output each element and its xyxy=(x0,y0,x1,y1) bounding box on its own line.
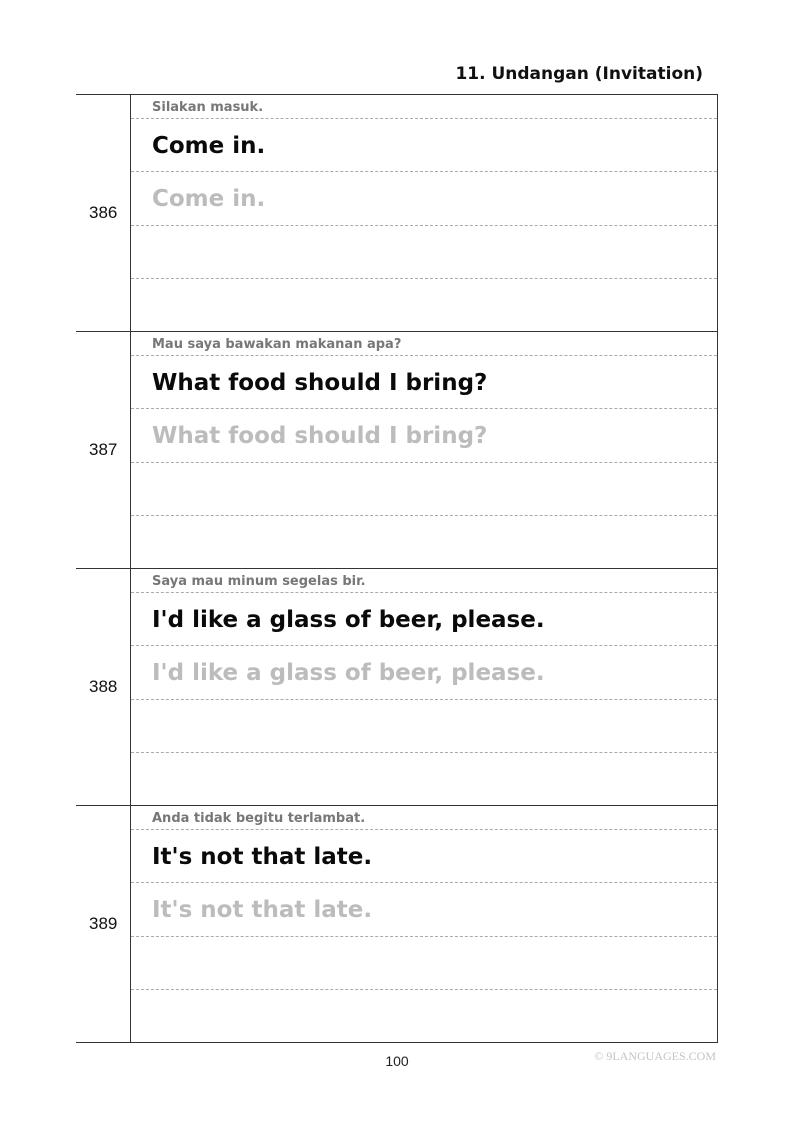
writing-line[interactable] xyxy=(131,279,717,331)
writing-line[interactable] xyxy=(131,753,717,805)
source-sentence: Silakan masuk. xyxy=(131,95,717,119)
entry-number: 388 xyxy=(76,569,131,805)
entry-lines xyxy=(131,95,717,331)
page-number: 100 xyxy=(385,1053,409,1069)
writing-line[interactable] xyxy=(131,937,717,990)
entry-lines xyxy=(131,569,717,805)
entry-block xyxy=(76,95,717,332)
trace-sentence: I'd like a glass of beer, please. xyxy=(131,646,717,699)
entry-number: 389 xyxy=(76,806,131,1042)
target-sentence: What food should I bring? xyxy=(131,356,717,409)
entry-lines xyxy=(131,806,717,1042)
entry-lines xyxy=(131,332,717,568)
source-sentence: Mau saya bawakan makanan apa? xyxy=(131,332,717,356)
writing-line[interactable] xyxy=(131,516,717,568)
entry-number: 387 xyxy=(76,332,131,568)
trace-sentence: Come in. xyxy=(131,172,717,225)
writing-line[interactable] xyxy=(131,463,717,516)
entry-block xyxy=(76,569,717,806)
writing-line[interactable] xyxy=(131,226,717,279)
trace-sentence: It's not that late. xyxy=(131,883,717,936)
target-sentence: Come in. xyxy=(131,119,717,172)
trace-sentence: What food should I bring? xyxy=(131,409,717,462)
entry-number: 386 xyxy=(76,95,131,331)
section-title: 11. Undangan (Invitation) xyxy=(455,64,703,84)
copyright-notice: © 9LANGUAGES.COM xyxy=(594,1049,716,1063)
source-sentence: Anda tidak begitu terlambat. xyxy=(131,806,717,830)
source-sentence: Saya mau minum segelas bir. xyxy=(131,569,717,593)
writing-line[interactable] xyxy=(131,990,717,1042)
writing-line[interactable] xyxy=(131,700,717,753)
target-sentence: I'd like a glass of beer, please. xyxy=(131,593,717,646)
entry-block xyxy=(76,806,717,1043)
entry-block xyxy=(76,332,717,569)
target-sentence: It's not that late. xyxy=(131,830,717,883)
practice-sheet xyxy=(76,94,718,1043)
